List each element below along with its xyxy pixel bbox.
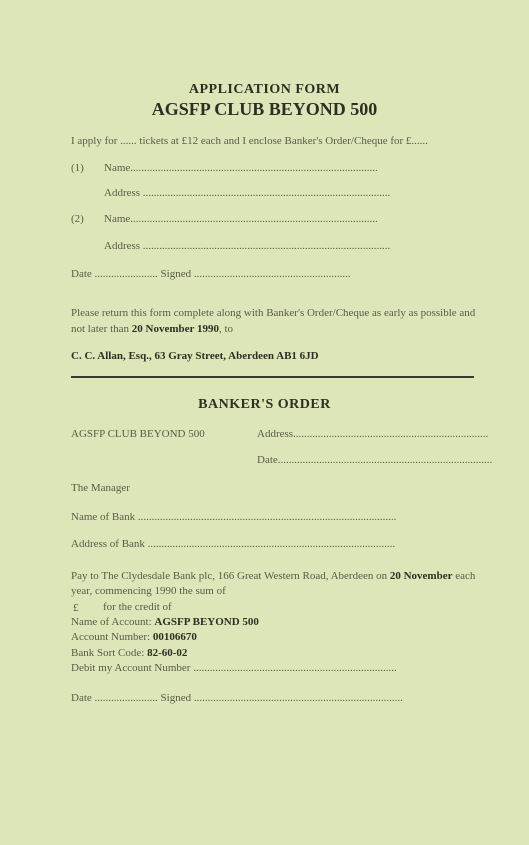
payment-instructions <box>71 569 477 599</box>
currency-symbol: £ <box>73 602 79 614</box>
bankers-order-title: BANKER'S ORDER <box>198 397 331 412</box>
entry-2-address-field: Address .......................................................................................... <box>104 240 391 252</box>
bank-name-field: Name of Bank .............................................................................................. <box>71 511 397 523</box>
pay-text: Pay to The Clydesdale Bank plc, 166 Great Western Road, Aberdeen on <box>71 570 390 582</box>
manager-label: The Manager <box>71 482 130 494</box>
entry-2-number: (2) <box>71 213 84 225</box>
account-name-label: Name of Account: <box>71 616 155 628</box>
account-number-value: 00106670 <box>152 631 197 643</box>
pay-text-end: each year, commencing 1990 the sum of <box>71 570 476 597</box>
club-name: AGSFP CLUB BEYOND 500 <box>71 428 205 440</box>
bank-order-address-field: Address....................................................................... <box>257 428 489 440</box>
entry-2-name-field: Name.......................................................................................... <box>104 213 378 225</box>
debit-account-field: Debit my Account Number .......................................................................... <box>71 662 397 674</box>
return-address: C. C. Allan, Esq., 63 Gray Street, Aberdeen AB1 6JD <box>71 350 319 362</box>
entry-1-address-field: Address .......................................................................................... <box>104 187 391 199</box>
application-form-title: AGSFP CLUB BEYOND 500 <box>151 99 378 119</box>
account-number-label: Account Number: <box>71 631 153 643</box>
return-text: Please return this form complete along with Banker's Order/Cheque as early as possible and not later than <box>71 307 476 335</box>
sort-code-line <box>71 647 187 659</box>
sort-code-value: 82-60-02 <box>147 647 188 659</box>
entry-1-name-field: Name.......................................................................................... <box>104 162 378 174</box>
credit-of-label: for the credit of <box>103 601 172 613</box>
application-form-heading: APPLICATION FORM <box>188 82 341 97</box>
return-text-end: , to <box>218 323 234 335</box>
bank-order-date-field: Date.............................................................................. <box>257 454 493 466</box>
date-signed-line: Date ....................... Signed ......................................................... <box>71 268 351 280</box>
bank-address-field: Address of Bank .......................................................................................... <box>71 538 396 550</box>
apply-line: I apply for ...... tickets at £12 each and I enclose Banker's Order/Cheque for £...... <box>71 135 428 147</box>
return-deadline: 20 November 1990 <box>131 323 219 335</box>
account-number-line <box>71 631 197 643</box>
bank-order-date-signed-line: Date ....................... Signed ............................................................................ <box>71 692 403 704</box>
return-instructions <box>71 305 477 337</box>
account-name-value: AGSFP BEYOND 500 <box>154 616 259 628</box>
account-name-line <box>71 616 259 628</box>
sort-code-label: Bank Sort Code: <box>71 647 148 659</box>
entry-1-number: (1) <box>71 162 84 174</box>
section-divider <box>71 376 474 378</box>
pay-date: 20 November <box>389 570 453 582</box>
